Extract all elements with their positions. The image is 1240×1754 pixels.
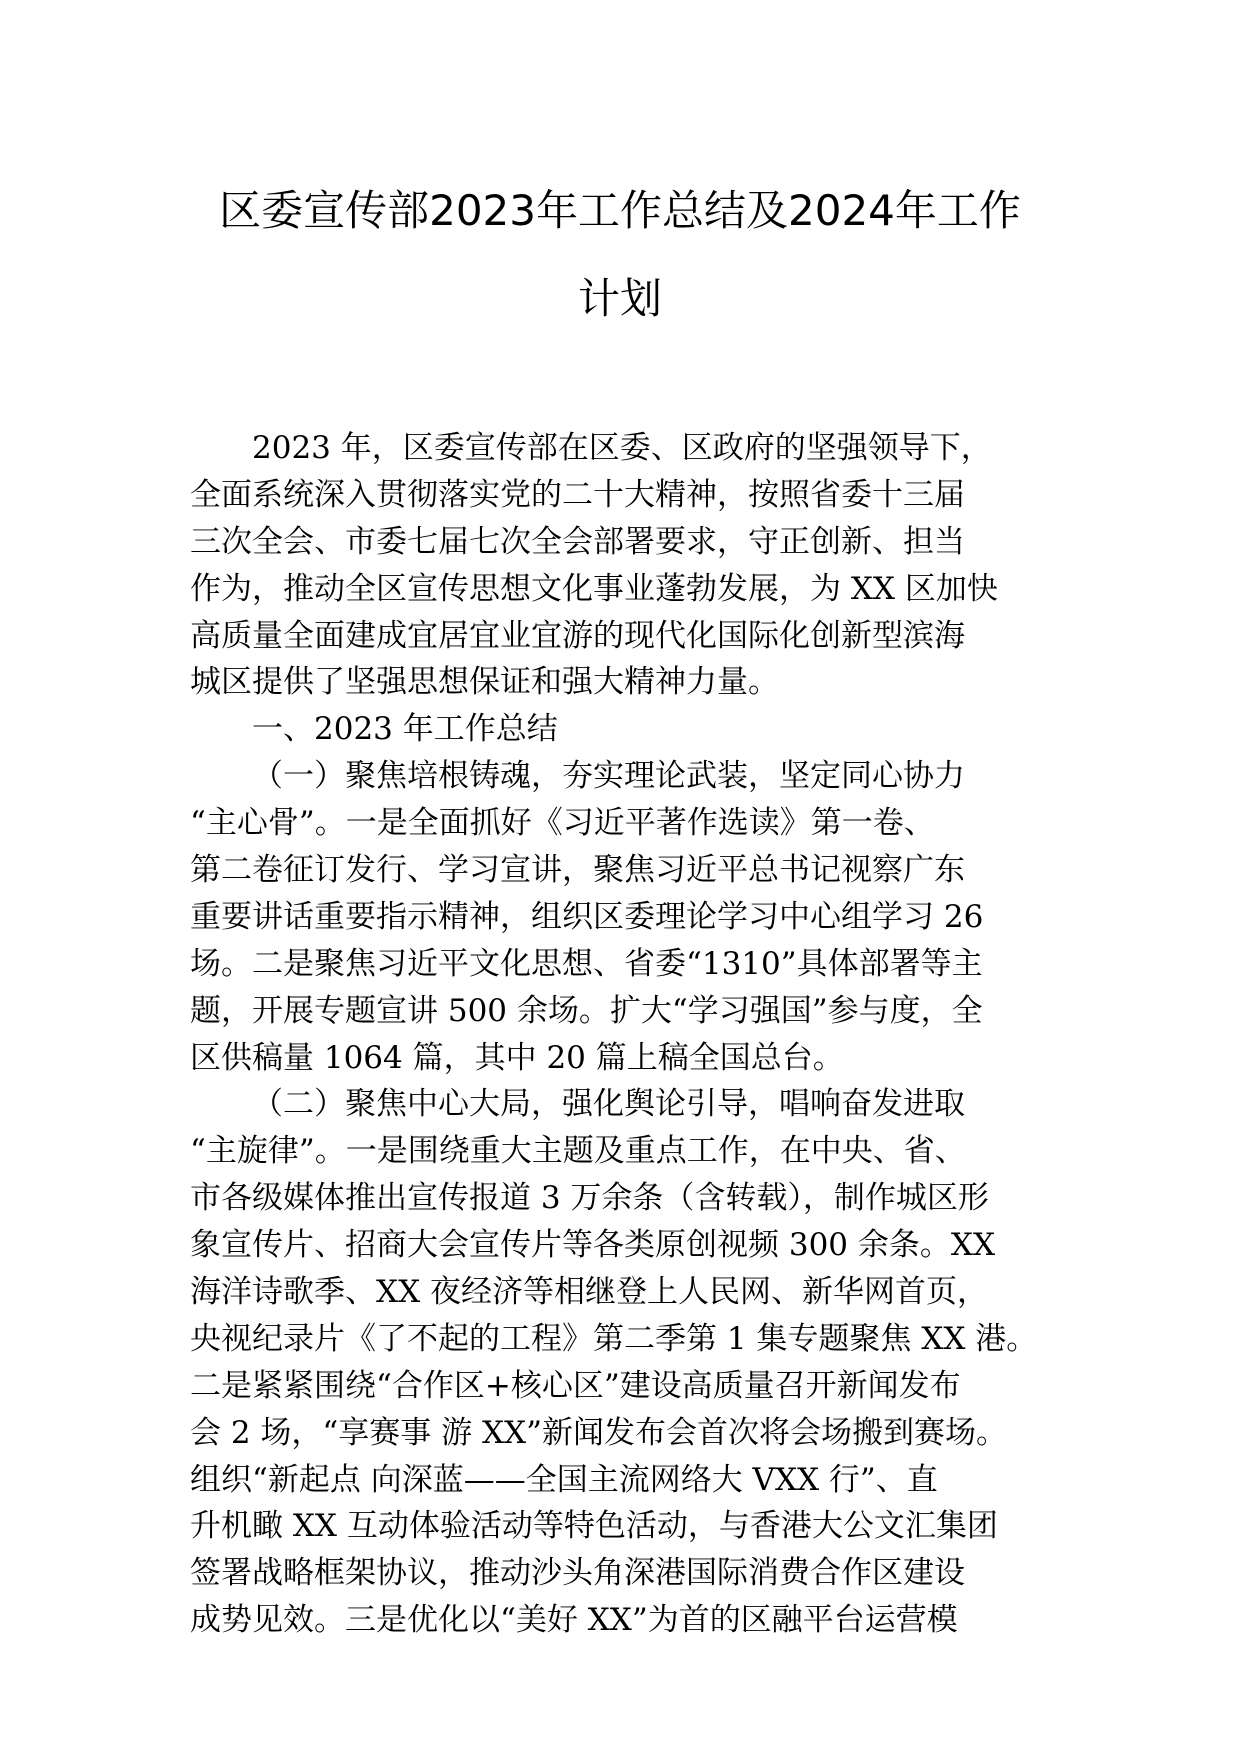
body-text-line: 全面系统深入贯彻落实党的二十大精神，按照省委十三届 [190,476,965,513]
body-text-line: 重要讲话重要指示精神，组织区委理论学习中心组学习 26 [190,898,984,935]
body-text-line: 成势见效。三是优化以“美好 XX”为首的区融平台运营模 [190,1602,958,1639]
body-text-line: 作为，推动全区宣传思想文化事业蓬勃发展，为 XX 区加快 [190,570,998,607]
body-text-line: 场。二是聚焦习近平文化思想、省委“1310”具体部署等主 [190,945,983,982]
document-title [180,186,1060,323]
title-line: 计划 [577,274,662,323]
body-text-line: 2023 年，区委宣传部在区委、区政府的坚强领导下， [252,430,992,466]
title-line: 区委宣传部2023年工作总结及2024年工作 [219,186,1021,235]
body-text-line: 象宣传片、招商大会宣传片等各类原创视频 300 余条。XX [190,1227,996,1264]
body-text-line: 央视纪录片《了不起的工程》第二季第 1 集专题聚焦 XX 港。 [190,1320,1038,1357]
body-text-line: 组织“新起点 向深蓝——全国主流网络大 VXX 行”、直 [190,1461,938,1498]
body-text-line: 会 2 场，“享赛事 游 XX”新闻发布会首次将会场搬到赛场。 [190,1414,1007,1451]
body-text-line: 签署战略框架协议，推动沙头角深港国际消费合作区建设 [190,1555,965,1592]
body-text-line: 城区提供了坚强思想保证和强大精神力量。 [190,664,779,701]
body-text-line: 海洋诗歌季、XX 夜经济等相继登上人民网、新华网首页， [190,1274,988,1311]
body-text-line: 高质量全面建成宜居宜业宜游的现代化国际化创新型滨海 [190,617,965,654]
body-text-line: 市各级媒体推出宣传报道 3 万余条（含转载），制作城区形 [190,1180,989,1217]
document-body [190,425,1070,1644]
body-text-line: 二是紧紧围绕“合作区+核心区”建设高质量召开新闻发布 [190,1367,961,1404]
body-text-line: “主旋律”。一是围绕重大主题及重点工作，在中央、省、 [190,1133,966,1170]
body-text-line: “主心骨”。一是全面抓好《习近平著作选读》第一卷、 [190,805,935,842]
body-text-line: 一、2023 年工作总结 [252,711,558,748]
body-text-line: 题，开展专题宣讲 500 余场。扩大“学习强国”参与度，全 [190,992,983,1029]
body-text-line: （二）聚焦中心大局，强化舆论引导，唱响奋发进取 [252,1086,965,1123]
body-text-line: 区供稿量 1064 篇，其中 20 篇上稿全国总台。 [190,1039,844,1076]
body-text-line: 升机瞰 XX 互动体验活动等特色活动，与香港大公文汇集团 [190,1508,998,1545]
body-text-line: 三次全会、市委七届七次全会部署要求，守正创新、担当 [190,523,965,560]
body-text-line: （一）聚焦培根铸魂，夯实理论武装，坚定同心协力 [252,758,965,795]
body-text-line: 第二卷征订发行、学习宣讲，聚焦习近平总书记视察广东 [190,852,965,889]
